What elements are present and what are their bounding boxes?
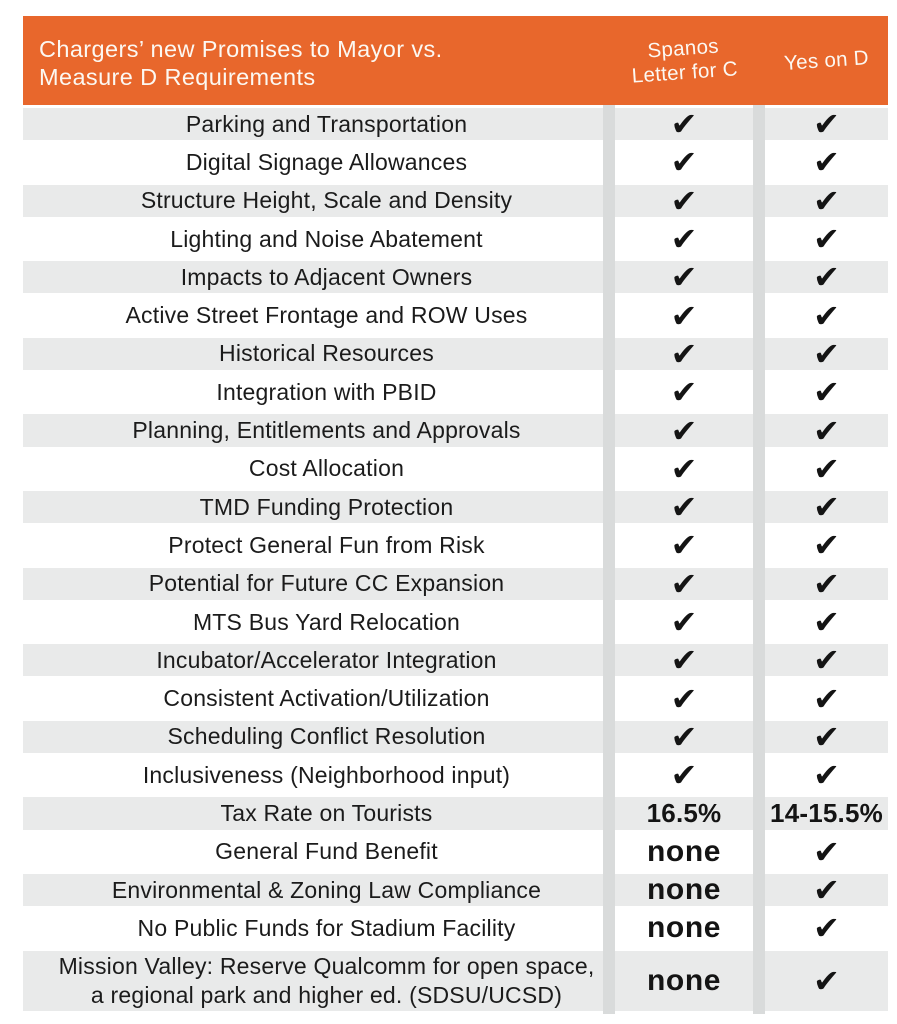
checkmark-icon: ✔ (670, 258, 698, 297)
comparison-table (23, 16, 888, 1014)
column-header-spanos-line1: Spanos (646, 34, 720, 62)
checkmark-icon: ✔ (813, 449, 840, 488)
checkmark-icon: ✔ (813, 411, 840, 450)
cell-value: none (646, 834, 722, 868)
checkmark-icon: ✔ (813, 641, 840, 680)
spanos-cell (615, 296, 753, 335)
yes-on-d-cell (765, 717, 888, 756)
row-label: MTS Bus Yard Relocation (192, 608, 461, 635)
checkmark-icon: ✔ (670, 411, 698, 450)
checkmark-icon: ✔ (813, 909, 840, 948)
yes-on-d-cell (765, 449, 888, 488)
column-header-yes-on-d (764, 44, 888, 77)
checkmark-icon: ✔ (670, 756, 698, 795)
row-label: General Fund Benefit (215, 838, 438, 865)
row-label: Active Street Frontage and ROW Uses (125, 302, 528, 329)
cell-value: 16.5% (646, 797, 722, 828)
row-label: Inclusiveness (Neighborhood input) (142, 761, 511, 788)
column-separator-left (603, 105, 615, 1014)
spanos-cell (615, 143, 753, 182)
cell-value: 14-15.5% (770, 797, 883, 828)
yes-on-d-cell (765, 181, 888, 220)
row-label: Potential for Future CC Expansion (148, 570, 505, 597)
table-title-line1: Chargers’ new Promises to Mayor vs. (39, 35, 443, 62)
checkmark-icon: ✔ (813, 105, 840, 144)
spanos-cell (615, 756, 753, 795)
cell-value: none (646, 911, 722, 945)
spanos-cell (615, 911, 753, 945)
spanos-cell (615, 873, 753, 907)
checkmark-icon: ✔ (670, 488, 698, 527)
checkmark-icon: ✔ (813, 756, 840, 795)
checkmark-icon: ✔ (670, 181, 698, 220)
row-label: TMD Funding Protection (199, 493, 454, 520)
yes-on-d-cell (765, 143, 888, 182)
spanos-cell (615, 334, 753, 373)
spanos-cell (615, 603, 753, 641)
checkmark-icon: ✔ (813, 143, 840, 182)
checkmark-icon: ✔ (670, 296, 698, 335)
table-header (23, 16, 888, 105)
yes-on-d-cell (765, 296, 888, 335)
checkmark-icon: ✔ (813, 488, 840, 527)
checkmark-icon: ✔ (670, 449, 698, 488)
checkmark-icon: ✔ (813, 679, 840, 718)
yes-on-d-cell (765, 871, 888, 910)
column-header-yes-on-d-line1: Yes on D (783, 45, 870, 75)
row-label: Environmental & Zoning Law Compliance (111, 876, 542, 903)
row-label: No Public Funds for Stadium Facility (137, 914, 516, 941)
spanos-cell (615, 679, 753, 718)
yes-on-d-cell (765, 564, 888, 603)
yes-on-d-cell (765, 603, 888, 641)
spanos-cell (615, 449, 753, 488)
row-label: Cost Allocation (248, 455, 405, 482)
checkmark-icon: ✔ (813, 258, 840, 297)
table-title-line2: Measure D Requirements (39, 63, 316, 90)
checkmark-icon: ✔ (670, 105, 698, 144)
checkmark-icon: ✔ (813, 220, 840, 259)
yes-on-d-cell (765, 488, 888, 527)
row-label: Incubator/Accelerator Integration (156, 646, 497, 673)
yes-on-d-cell (765, 526, 888, 565)
yes-on-d-cell (765, 756, 888, 795)
yes-on-d-cell (765, 832, 888, 871)
row-label: Mission Valley: Reserve Qualcomm for open space, a regional park and higher ed. (SDSU/UCSD) (58, 952, 595, 1008)
column-header-spanos-letter-for-c (613, 32, 754, 90)
row-label: Structure Height, Scale and Density (140, 187, 513, 214)
spanos-cell (615, 564, 753, 603)
yes-on-d-cell (765, 105, 888, 144)
row-label: Integration with PBID (216, 378, 437, 405)
checkmark-icon: ✔ (670, 334, 698, 373)
column-header-spanos-line2: Letter for C (631, 56, 739, 88)
checkmark-icon: ✔ (670, 220, 698, 259)
yes-on-d-cell (765, 798, 888, 829)
spanos-cell (615, 105, 753, 144)
checkmark-icon: ✔ (670, 717, 698, 756)
checkmark-icon: ✔ (670, 526, 698, 565)
checkmark-icon: ✔ (813, 832, 840, 871)
row-label: Parking and Transportation (185, 110, 468, 137)
row-label: Protect General Fun from Risk (168, 531, 485, 558)
checkmark-icon: ✔ (813, 334, 840, 373)
checkmark-icon: ✔ (670, 679, 698, 718)
table-body (23, 105, 888, 1014)
spanos-cell (615, 798, 753, 829)
row-label: Consistent Activation/Utilization (163, 685, 490, 712)
row-label: Lighting and Noise Abatement (170, 225, 483, 252)
yes-on-d-cell (765, 220, 888, 259)
column-separator-right (753, 105, 765, 1014)
cell-value: none (646, 963, 722, 997)
spanos-cell (615, 526, 753, 565)
yes-on-d-cell (765, 679, 888, 718)
spanos-cell (615, 835, 753, 869)
row-label: Historical Resources (219, 340, 434, 367)
row-label: Tax Rate on Tourists (220, 799, 433, 826)
checkmark-icon: ✔ (670, 143, 698, 182)
table-title (23, 31, 615, 91)
spanos-cell (615, 488, 753, 527)
row-label: Digital Signage Allowances (185, 148, 468, 175)
spanos-cell (615, 373, 753, 412)
spanos-cell (615, 220, 753, 259)
checkmark-icon: ✔ (813, 717, 840, 756)
spanos-cell (615, 258, 753, 297)
spanos-cell (615, 411, 753, 450)
yes-on-d-cell (765, 641, 888, 680)
spanos-cell (615, 717, 753, 756)
checkmark-icon: ✔ (813, 526, 840, 565)
yes-on-d-cell (765, 411, 888, 450)
spanos-cell (615, 641, 753, 680)
checkmark-icon: ✔ (813, 603, 840, 641)
yes-on-d-cell (765, 258, 888, 297)
checkmark-icon: ✔ (813, 296, 840, 335)
cell-value: none (646, 873, 722, 907)
row-label: Scheduling Conflict Resolution (167, 723, 486, 750)
checkmark-icon: ✔ (670, 373, 698, 412)
yes-on-d-cell (765, 373, 888, 412)
checkmark-icon: ✔ (670, 641, 698, 680)
spanos-cell (615, 964, 753, 998)
checkmark-icon: ✔ (670, 603, 698, 641)
row-label: Planning, Entitlements and Approvals (132, 417, 521, 444)
yes-on-d-cell (765, 334, 888, 373)
checkmark-icon: ✔ (813, 181, 840, 220)
checkmark-icon: ✔ (813, 373, 840, 412)
checkmark-icon: ✔ (813, 961, 840, 1000)
checkmark-icon: ✔ (670, 564, 698, 603)
yes-on-d-cell (765, 909, 888, 948)
yes-on-d-cell (765, 961, 888, 1000)
spanos-cell (615, 181, 753, 220)
row-label: Impacts to Adjacent Owners (180, 263, 473, 290)
checkmark-icon: ✔ (813, 564, 840, 603)
checkmark-icon: ✔ (813, 871, 840, 910)
